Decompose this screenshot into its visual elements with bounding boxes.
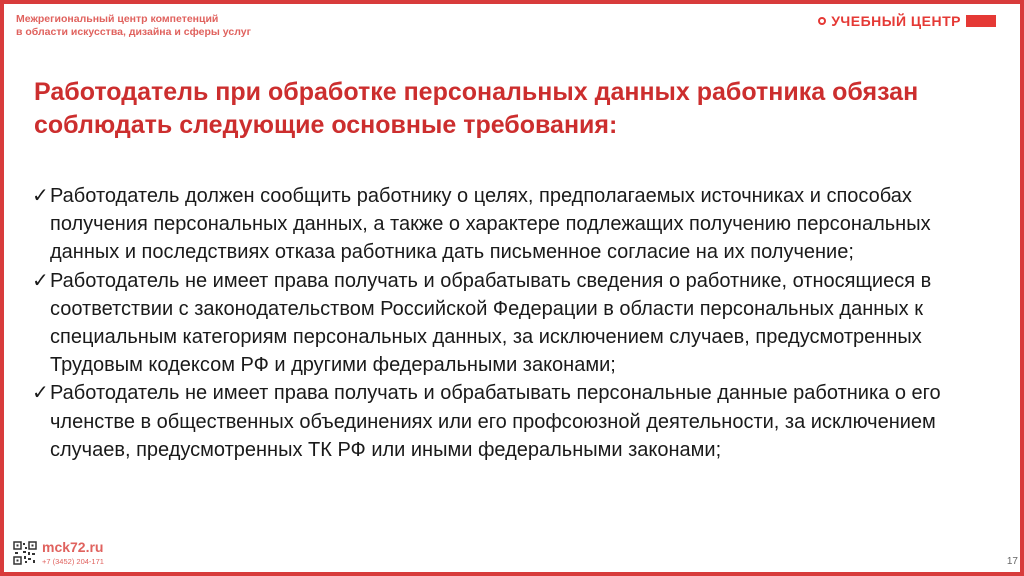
check-icon: ✓ <box>32 382 49 405</box>
footer-site: mck72.ru <box>42 539 104 555</box>
requirements-list <box>32 182 1012 464</box>
footer-phone: +7 (3452) 204-171 <box>42 557 104 566</box>
slide-title: Работодатель при обработке персональных данных работника обязан соблюдать следующие основные требования: <box>34 78 919 139</box>
list-item <box>32 379 1012 464</box>
list-item <box>32 267 1012 380</box>
check-icon: ✓ <box>32 185 49 207</box>
org-header <box>16 13 251 39</box>
brand-logo <box>818 13 996 29</box>
qr-code-icon <box>13 541 37 565</box>
org-line-1: Межрегиональный центр компетенций <box>16 13 219 25</box>
org-line-2: в области искусства, дизайна и сферы услуг <box>16 26 251 38</box>
brand-badge-icon <box>966 15 996 27</box>
list-item-text: Работодатель должен сообщить работнику о целях, предполагаемых источниках и способах получения персональных данных, а также о характере подлежащих получению персональных данных и последствиях отказа работника дать письменное согласие на их получение; <box>50 185 931 264</box>
list-item-text: Работодатель не имеет права получать и обрабатывать сведения о работнике, относящиеся в соответствии с законодательством Российской Федерации в области персональных данных к специальным категориям персональных данных, за исключением случаев, предусмотренных Трудовым кодексом РФ и другими федеральными законами; <box>50 269 932 377</box>
page-number: 17 <box>1006 556 1018 567</box>
brand-name: УЧЕБНЫЙ ЦЕНТР <box>831 13 961 29</box>
list-item <box>32 182 1012 267</box>
list-item-text: Работодатель не имеет права получать и обрабатывать персональные данные работника о его членстве в общественных объединениях или его профсоюзной деятельности, за исключением случаев, предусмотренных ТК РФ или иными федеральными законами; <box>50 382 941 461</box>
check-icon: ✓ <box>32 269 49 292</box>
brand-circle-icon <box>818 17 826 25</box>
